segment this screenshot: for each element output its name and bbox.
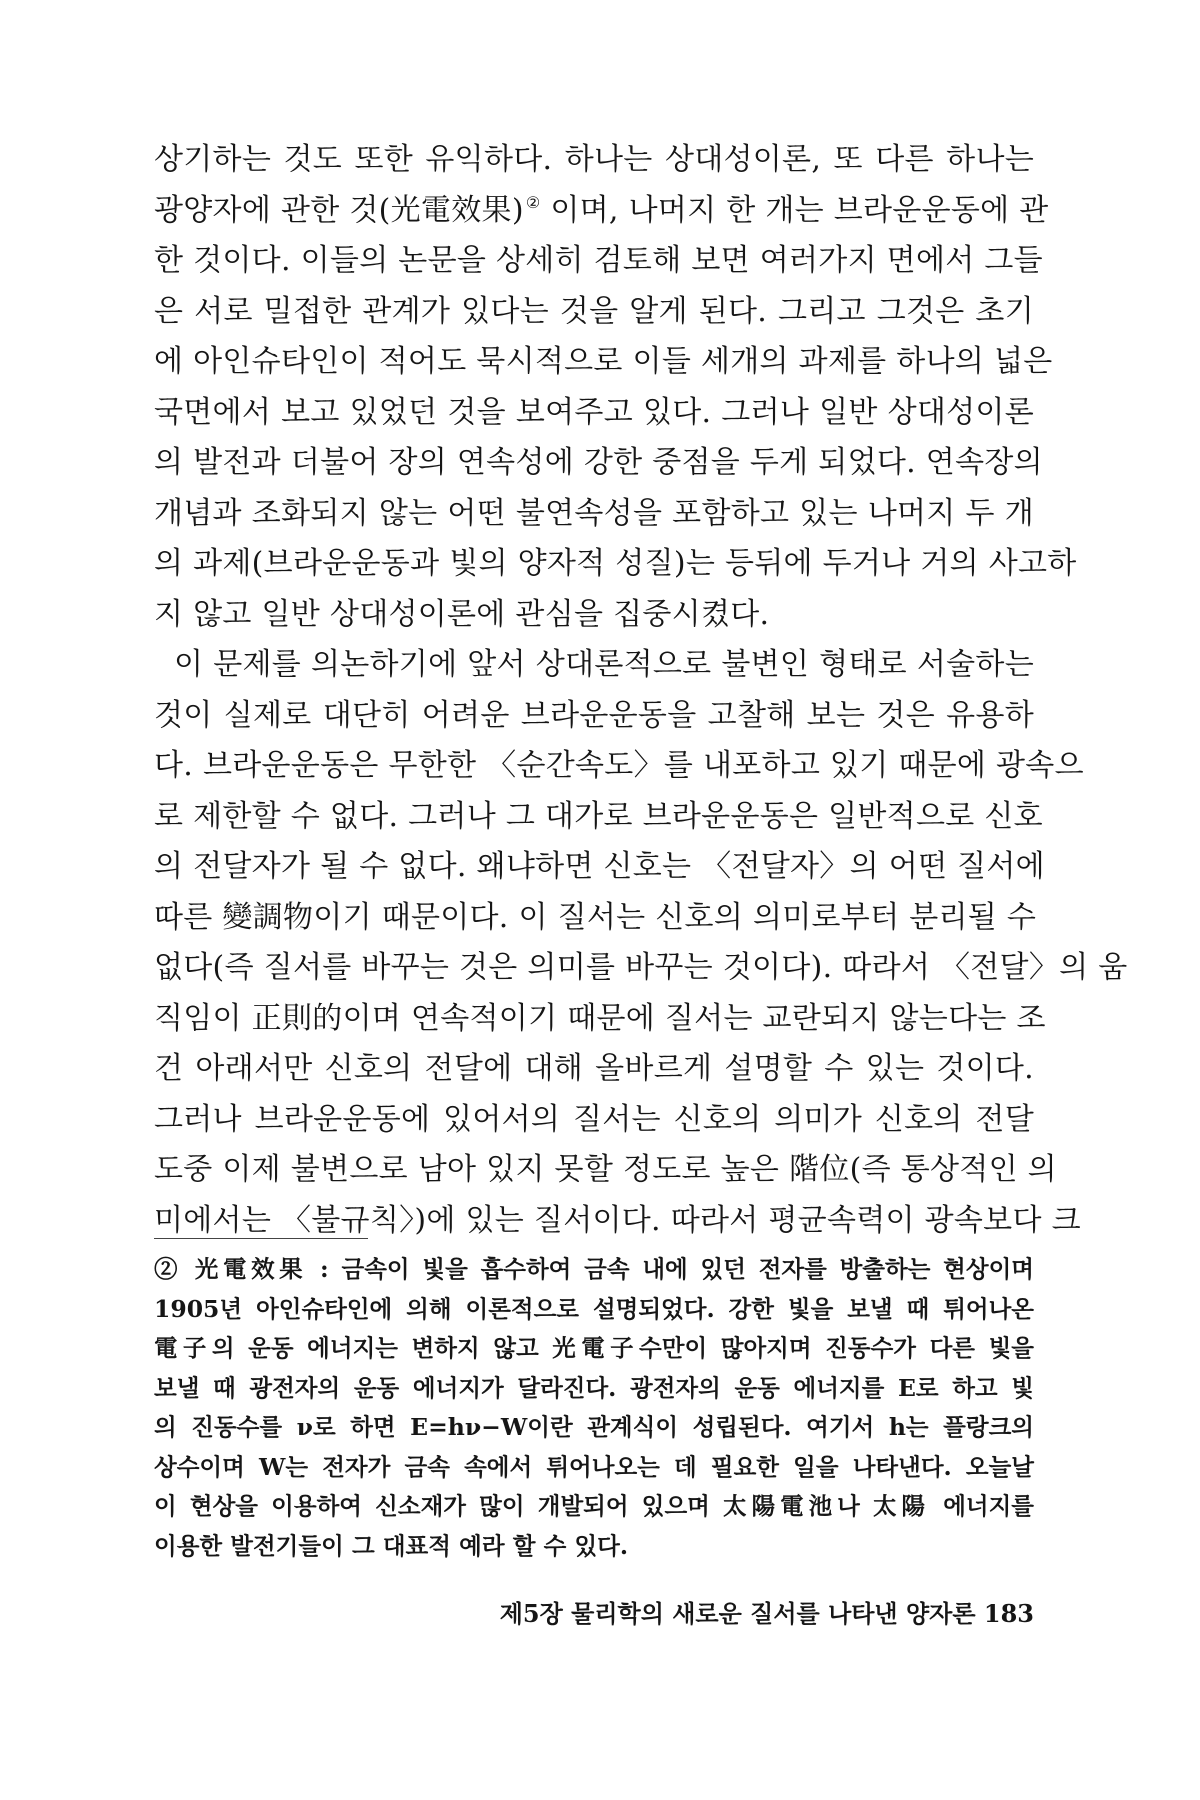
text-line: 에 아인슈타인이 적어도 묵시적으로 이들 세개의 과제를 하나의 넓은: [154, 344, 1053, 379]
footnote-line: 이용한 발전기들이 그 대표적 예라 할 수 있다.: [154, 1531, 629, 1560]
footnote-line: 보낼 때 광전자의 운동 에너지가 달라진다. 광전자의 운동 에너지를 E로 하고 빛: [154, 1373, 1034, 1402]
text-line: 의 전달자가 될 수 없다. 왜냐하면 신호는 〈전달자〉의 어떤 질서에: [154, 849, 1045, 884]
text-line: 국면에서 보고 있었던 것을 보여주고 있다. 그러나 일반 상대성이론: [154, 394, 1034, 430]
text-segment: 광양자에 관한 것(光電效果): [154, 192, 524, 228]
text-line: 은 서로 밀접한 관계가 있다는 것을 알게 된다. 그리고 그것은 초기: [154, 293, 1034, 329]
text-line: 이 문제를 의논하기에 앞서 상대론적으로 불변인 형태로 서술하는: [174, 647, 1034, 682]
text-line: 것이 실제로 대단히 어려운 브라운운동을 고찰해 보는 것은 유용하: [154, 697, 1034, 733]
text-line: 그러나 브라운운동에 있어서의 질서는 신호의 의미가 신호의 전달: [154, 1101, 1034, 1137]
footnote-reference: ②: [525, 192, 541, 212]
footnote: [154, 1250, 1034, 1566]
text-line: [154, 186, 1049, 237]
text-line: 의 발전과 더불어 장의 연속성에 강한 중점을 두게 되었다. 연속장의: [154, 445, 1043, 480]
text-line: 다. 브라운운동은 무한한 〈순간속도〉를 내포하고 있기 때문에 광속으: [154, 748, 1084, 783]
text-line: 미에서는 〈불규칙〉)에 있는 질서이다. 따라서 평균속력이 광속보다 크: [154, 1202, 1081, 1238]
chapter-title: 제5장 물리학의 새로운 질서를 나타낸 양자론: [499, 1599, 976, 1628]
text-line: 한 것이다. 이들의 논문을 상세히 검토해 보면 여러가지 면에서 그들: [154, 243, 1043, 278]
text-segment: 이며, 나머지 한 개는 브라운운동에 관: [540, 192, 1049, 228]
page-number: 183: [983, 1599, 1034, 1628]
text-line: 지 않고 일반 상대성이론에 관심을 집중시켰다.: [154, 596, 770, 632]
footnote-line: 이 현상을 이용하여 신소재가 많이 개발되어 있으며 太陽電池나 太陽 에너지를: [154, 1492, 1034, 1520]
footnote-line: ② 光電效果 : 금속이 빛을 흡수하여 금속 내에 있던 전자를 방출하는 현상이며: [154, 1255, 1034, 1283]
text-line: 없다(즉 질서를 바꾸는 것은 의미를 바꾸는 것이다). 따라서 〈전달〉의 움: [154, 950, 1128, 985]
text-line: 로 제한할 수 없다. 그러나 그 대가로 브라운운동은 일반적으로 신호: [154, 798, 1043, 834]
footnote-divider: [154, 1238, 368, 1239]
text-line: 건 아래서만 신호의 전달에 대해 올바르게 설명할 수 있는 것이다.: [154, 1051, 1034, 1086]
text-line: 상기하는 것도 또한 유익하다. 하나는 상대성이론, 또 다른 하나는: [154, 142, 1034, 177]
running-footer: [154, 1594, 1034, 1629]
main-text: [154, 135, 1128, 1246]
footnote-line: 상수이며 W는 전자가 금속 속에서 튀어나오는 데 필요한 일을 나타낸다. 오늘날: [154, 1452, 1034, 1481]
text-line: 직임이 正則的이며 연속적이기 때문에 질서는 교란되지 않는다는 조: [154, 1000, 1046, 1036]
footnote-line: 의 진동수를 ν로 하면 E=hν−W이란 관계식이 성립된다. 여기서 h는 플랑크의: [154, 1413, 1034, 1441]
text-line: 의 과제(브라운운동과 빛의 양자적 성질)는 등뒤에 두거나 거의 사고하: [154, 546, 1077, 581]
text-line: 따른 變調物이기 때문이다. 이 질서는 신호의 의미로부터 분리될 수: [154, 899, 1037, 935]
text-line: 개념과 조화되지 않는 어떤 불연속성을 포함하고 있는 나머지 두 개: [154, 495, 1034, 531]
text-line: 도중 이제 불변으로 남아 있지 못할 정도로 높은 階位(즉 통상적인 의: [154, 1152, 1057, 1187]
footnote-line: 1905년 아인슈타인에 의해 이론적으로 설명되었다. 강한 빛을 보낼 때 튀어나온: [154, 1294, 1034, 1323]
footnote-line: 電子의 운동 에너지는 변하지 않고 光電子수만이 많아지며 진동수가 다른 빛을: [154, 1334, 1034, 1362]
